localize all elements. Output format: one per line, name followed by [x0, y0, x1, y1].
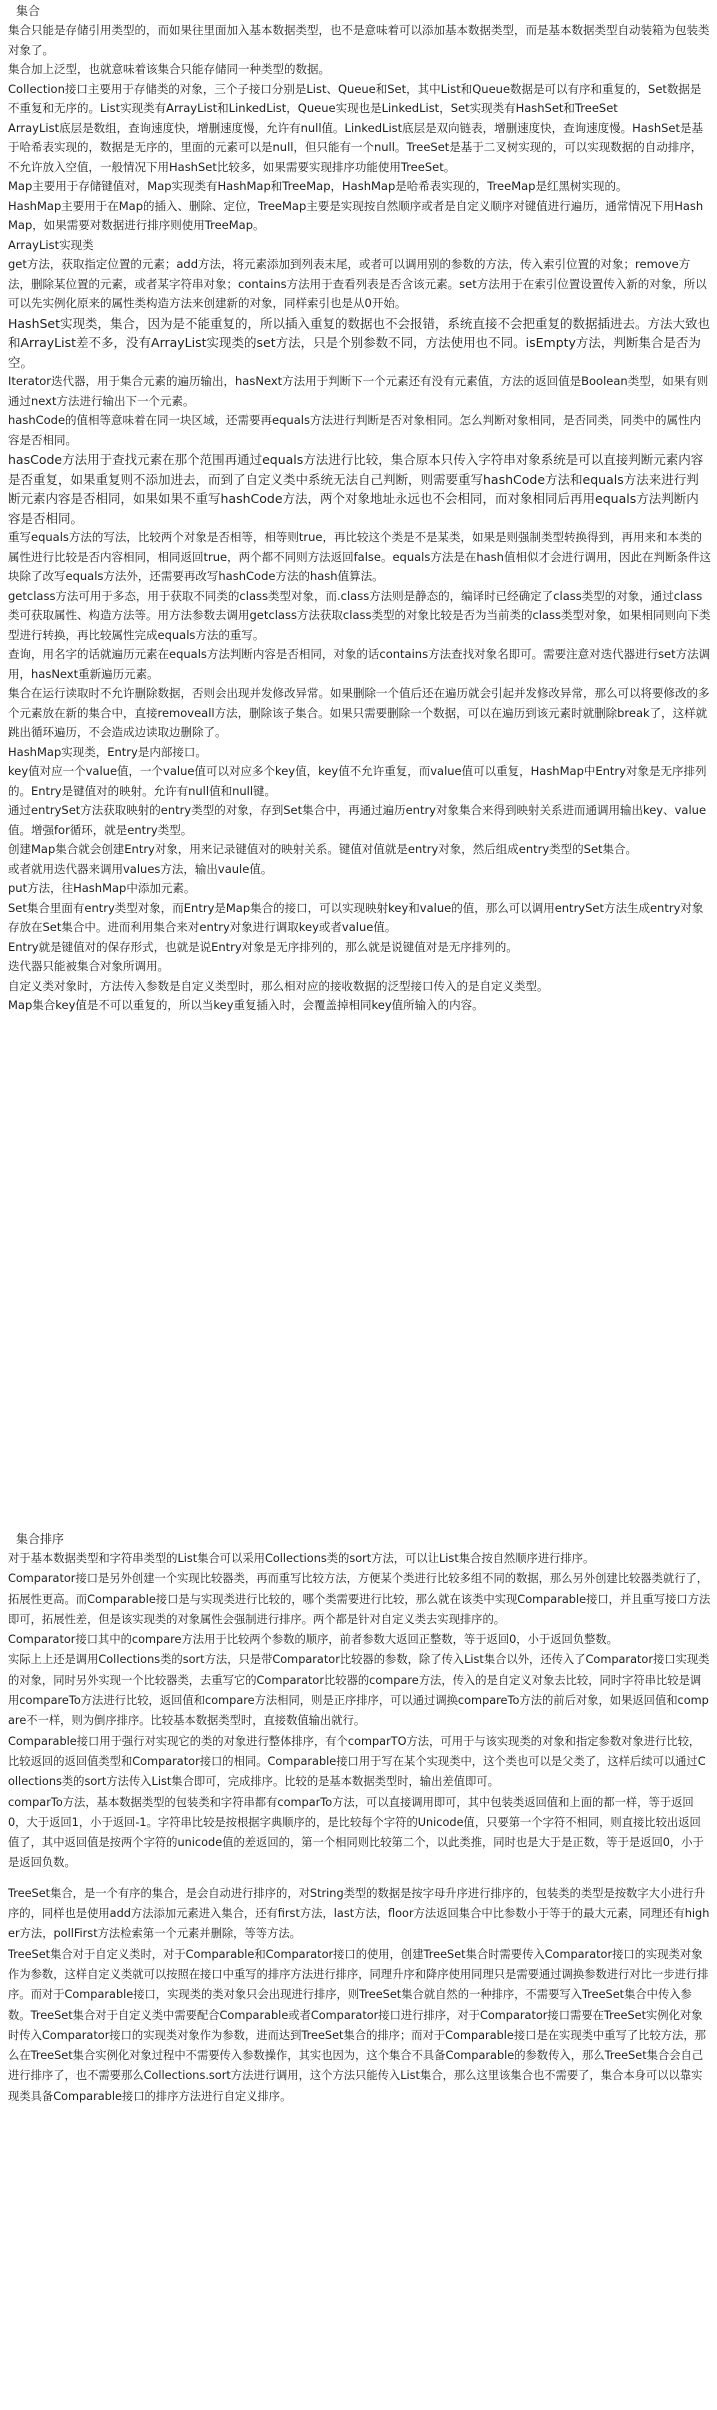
paragraph: key值对应一个value值，一个value值可以对应多个key值，key值不允许重复，而value值可以重复，HashMap中Entry对象是无序排列的。Entry是键值对的映射。允许有null值和null键。 — [8, 764, 707, 798]
collections-notes-section — [6, 2, 711, 1016]
paragraph: Comparable接口用于强行对实现它的类的对象进行整体排序，有个comparTO方法，可用于与该实现类的对象和指定参数对象进行比较，比较返回的返回值类型和Comparator接口的相同。Comparable接口用于写在某个实现类中，这个类也可以是父类了，这样后续可以通过Collections类的sort方法传入List集合即可，完成排序。比较的是基本数据类型时，输出差值即可。 — [8, 1734, 706, 1789]
paragraph: 集合在运行读取时不允许删除数据，否则会出现并发修改异常。如果删除一个值后还在遍历就会引起并发修改异常，那么可以将要修改的多个元素放在新的集合中，直接removeall方法，删除该子集合。如果只需要删除一个数据，可以在遍历到该元素时就删除break了，这样就跳出循环遍历，不会造成边读取边删除了。 — [8, 686, 710, 739]
spacer — [6, 1874, 711, 1884]
paragraph: 或者就用迭代器来调用values方法，输出vaule值。 — [8, 861, 273, 876]
paragraph: Map主要用于存储键值对，Map实现类有HashMap和TreeMap，HashMap是哈希表实现的，TreeMap是红黑树实现的。 — [8, 179, 628, 193]
paragraph: 创建Map集合就会创建Entry对象，用来记录键值对的映射关系。键值对值就是entry对象，然后组成entry类型的Set集合。 — [8, 842, 638, 856]
paragraph: 集合只能是存储引用类型的，而如果往里面加入基本数据类型，也不是意味着可以添加基本数据类型，而是基本数据类型自动装箱为包装类对象了。 — [8, 23, 710, 57]
paragraph: ArrayList底层是数组，查询速度快，增删速度慢，允许有null值。LinkedList底层是双向链表，增删速度快，查询速度慢。HashSet是基于哈希表实现的，数据是无序的，里面的元素可以是null，但只能有一个null。TreeSet是基于二叉树实现的，可以实现数据的自动排序，不允许放入空值，一般情况下用HashSet比较多，如果需要实现排序功能使用TreeSet。 — [8, 120, 704, 174]
paragraph: comparTo方法，基本数据类型的包装类和字符串都有comparTo方法，可以直接调用即可，其中包装类返回值和上面的都一样，等于返回0，大于返回1，小于返回-1。字符串比较是按根据字典顺序的，是比较每个字符的Unicode值，只要第一个字符不相同，则直接比较出返回值了，其中返回值是按两个字符的unicode值的差返回的，第一个相同则比较第二个，以此类推，同时也是大于是正数，等于是返回0，小于是返回负数。 — [8, 1795, 704, 1870]
paragraph: Map集合key值是不可以重复的，所以当key重复插入时，会覆盖掉相同key值所输入的内容。 — [8, 998, 484, 1012]
paragraph: Collection接口主要用于存储类的对象，三个子接口分别是List、Queue和Set，其中List和Queue数据是可以有序和重复的，Set数据是不重复和无序的。List实现类有ArrayList和LinkedList，Queue实现也是LinkedList，Set实现类有HashSet和TreeSet — [8, 81, 702, 115]
paragraph: Comparator接口是另外创建一个实现比较器类，再而重写比较方法，方便某个类进行比较多组不同的数据，那么另外创建比较器类就行了，拓展性更高。而Comparable接口是与实现类进行比较的，哪个类需要进行比较，那么就在该类中实现Comparable接口，并且重写接口方法即可，拓展性差，但是该实现类的对象属性会强制进行排序。两个都是针对自定义类去实现排序的。 — [8, 1572, 711, 1626]
paragraph: put方法，往HashMap中添加元素。 — [8, 881, 196, 895]
section-title-collections: 集合 — [16, 4, 41, 18]
paragraph: Iterator迭代器，用于集合元素的遍历输出，hasNext方法用于判断下一个元素还有没有元素值，方法的返回值是Boolean类型，如果有则通过next方法进行输出下一个元素。 — [8, 374, 709, 408]
paragraph: 重写equals方法的写法，比较两个对象是否相等，相等则true，再比较这个类是不是某类，如果是则强制类型转换得到，再用来和本类的属性进行比较是否内容相同，相同返回true，两个都不同则方法返回false。equals方法是在hash值相似才会进行调用，因此在判断条件这块除了改写equals方法外，还需要再改写hashCode方法的hash值算法。 — [8, 530, 711, 583]
section-title-sorting: 集合排序 — [16, 1532, 65, 1546]
paragraph: HashSet实现类，集合，因为是不能重复的，所以插入重复的数据也不会报错，系统直接不会把重复的数据插进去。方法大致也和ArrayList差不多，没有ArrayList实现类的set方法，只是个别参数不同，方法使用也不同。isEmpty方法，判断集合是否为空。 — [8, 315, 711, 370]
paragraph: Comparator接口其中的compare方法用于比较两个参数的顺序，前者参数大返回正整数，等于返回0，小于返回负整数。 — [8, 1633, 618, 1647]
paragraph: Entry就是键值对的保存形式，也就是说Entry对象是无序排列的，那么就是说键值对是无序排列的。 — [8, 939, 518, 954]
paragraph: 迭代器只能被集合对象所调用。 — [8, 959, 169, 973]
paragraph: HashMap实现类，Entry是内部接口。 — [8, 744, 207, 759]
paragraph: HashMap主要用于在Map的插入、删除、定位，TreeMap主要是实现按自然顺序或者是自定义顺序对键值进行遍历，通常情况下用HashMap，如果需要对数据进行排序则使用TreeMap。 — [8, 198, 704, 232]
paragraph: hashCode的值相等意味着在同一块区域，还需要再equals方法进行判断是否对象相同。怎么判断对象相同，是否同类，同类中的属性内容是否相同。 — [8, 413, 701, 447]
paragraph: TreeSet集合对于自定义类时，对于Comparable和Comparator接口的使用，创建TreeSet集合时需要传入Comparator接口的实现类对象作为参数，这样自定义类就可以按照在接口中重写的排序方法进行排序，同理升序和降序使用同理只是需要通过调换参数进行对比一步进行排序。而对于Comparable接口，实现类的类对象只会出现进行排序，则TreeSet集合就自然的一种排序，不需要写入TreeSet集合中传入参数。TreeSet集合对于自定义类中需要配合Comparable或者Comparator接口进行排序，对于Comparator接口需要在TreeSet实例化对象时传入Comparator接口的实现类对象作为参数，进而达到TreeSet集合的排序；而对于Comparable接口是在实现类中重写了比较方法，那么在TreeSet集合实例化对象过程中不需要传入参数操作，其实也因为，这个集合不具备Comparable的参数传入，那么TreeSet集合会自己进行排序了，也不需要那么Collections.sort方法进行调用，这个方法只能传入List集合，那么这里该集合也不需要了，集合本身可以以靠实现类具备Comparable接口的排序方法进行自定义排序。 — [8, 1947, 709, 2103]
paragraph: 实际上上还是调用Collections类的sort方法，只是带Comparator比较器的参数，除了传入List集合以外，还传入了Comparator接口实现类的对象，同时另外实现一个比较器类，去重写它的Comparator比较器的compare方法，传入的是自定义对象去比较，同时字符串比较是调用compareTo方法进行比较，返回值和compare方法相同，则是正序排序，可以通过调换compareTo方法的前后对象，如果返回值和compare不一样，则为倒序排序。比较基本数据类型时，直接数值输出就行。 — [8, 1653, 710, 1728]
paragraph: Set集合里面有entry类型对象，而Entry是Map集合的接口，可以实现映射key和value的值，那么可以调用entrySet方法生成entry对象存放在Set集合中。进而利用集合来对entry对象进行调取key或者value值。 — [8, 900, 704, 934]
paragraph: TreeSet集合，是一个有序的集合，是会自动进行排序的，对String类型的数据是按字母升序进行排序的，包装类的类型是按数字大小进行升序的，同样也是使用add方法添加元素进入集合，还有first方法，last方法，floor方法返回集合中比参数小于等于的最大元素，同理还有higher方法，pollFirst方法检索第一个元素并删除，等等方法。 — [8, 1886, 710, 1941]
paragraph: ArrayList实现类 — [8, 237, 94, 252]
paragraph: get方法，获取指定位置的元素；add方法，将元素添加到列表末尾，或者可以调用别的参数的方法，传入索引位置的对象；remove方法，删除某位置的元素，或者某字符串对象；contains方法用于查看列表是否含该元素。set方法用于在索引位置设置传入新的对象，所以可以先实例化原来的属性类构造方法来创建新的对象，同样索引也是从0开始。 — [8, 257, 707, 310]
paragraph: 自定义类对象时，方法传入参数是自定义类型时，那么相对应的接收数据的泛型接口传入的是自定义类型。 — [8, 978, 549, 993]
paragraph: getclass方法可用于多态，用于获取不同类的class类型对象，而.class方法则是静态的，编译时已经确定了class类型的对象，通过class类可获取属性、构造方法等。用方法参数去调用getclass方法获取class类型的对象比较是否为当前类的class类型对象，如果相同则向下类型进行转换，再比较属性完成equals方法的重写。 — [8, 588, 711, 642]
collection-sorting-section — [6, 1530, 711, 2107]
paragraph: 通过entrySet方法获取映射的entry类型的对象，存到Set集合中，再通过遍历entry对象集合来得到映射关系进而通调用输出key、value值。增强for循环，就是entry类型。 — [8, 803, 707, 837]
paragraph: hasCode方法用于查找元素在那个范围再通过equals方法进行比较，集合原本只传入字符串对象系统是可以直接判断元素内容是否重复，如果重复则不添加进去，而到了自定义类中系统无法自己判断，则需要重写hashCode方法和equals方法来进行判断元素内容是否相同，如果如果不重写hashCode方法，两个对象地址永远也不会相同，而对象相同后再用equals方法判断内容是否相同。 — [8, 452, 704, 526]
paragraph: 对于基本数据类型和字符串类型的List集合可以采用Collections类的sort方法，可以让List集合按自然顺序进行排序。 — [8, 1552, 595, 1565]
paragraph: 集合加上泛型，也就意味着该集合只能存储同一种类型的数据。 — [8, 62, 330, 76]
paragraph: 查询，用名字的话就遍历元素在equals方法判断内容是否相同，对象的话contains方法查找对象名即可。需要注意对迭代器进行set方法调用，hasNext重新遍历元素。 — [8, 647, 711, 681]
